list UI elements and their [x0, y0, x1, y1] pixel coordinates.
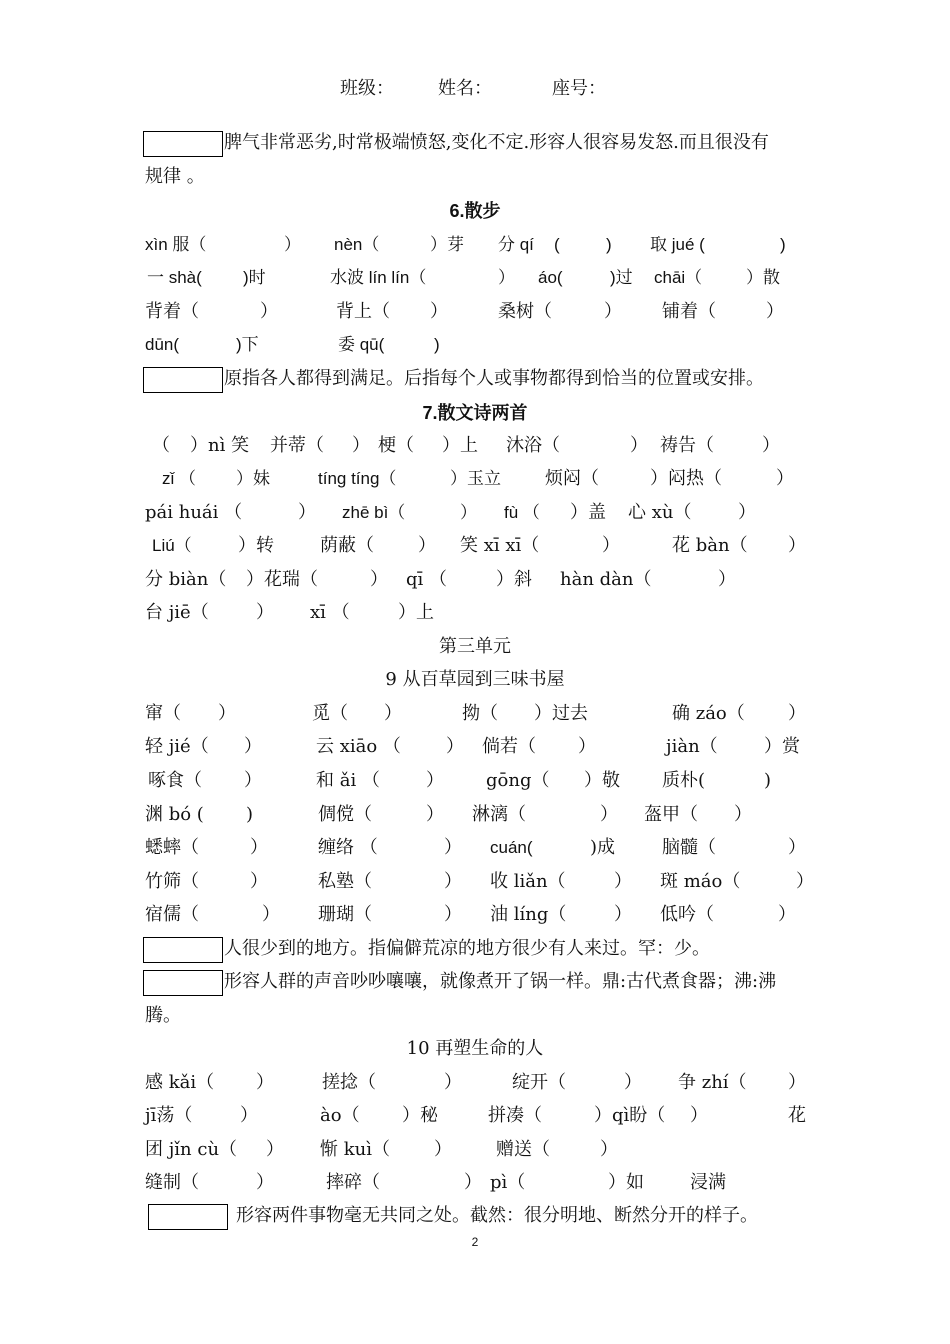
text: 笑 xī xī（ — [460, 535, 540, 556]
text: 铺着（ — [662, 301, 716, 322]
text: ） — [298, 502, 316, 523]
text: ） — [762, 435, 780, 456]
text: ） — [244, 770, 262, 791]
text: zǐ （ — [162, 469, 196, 488]
text: 竹筛（ — [145, 871, 199, 892]
text: ） — [444, 837, 462, 858]
text: ） — [446, 736, 464, 757]
text: 荫蔽（ — [320, 535, 374, 556]
text: ） — [614, 871, 632, 892]
text: ）如 — [608, 1172, 644, 1193]
text: ）过去 — [534, 703, 588, 724]
answer-box[interactable] — [148, 1204, 228, 1230]
text: ） — [464, 1172, 482, 1193]
text: 背着（ — [145, 301, 199, 322]
text: ） — [218, 703, 236, 724]
pinyin-row — [0, 230, 950, 260]
text: 蟋蟀（ — [145, 837, 199, 858]
text: ） — [734, 804, 752, 825]
idiom-definition: 形容两件事物毫无共同之处。截然：很分明地、断然分开的样子。 — [236, 1205, 758, 1226]
text: ）斜 — [496, 569, 532, 590]
idiom-definition-cont: 腾。 — [145, 1005, 181, 1026]
text: ） — [426, 770, 444, 791]
idiom-definition-cont: 规律 。 — [145, 166, 205, 187]
text: ）上 — [398, 602, 434, 623]
text: zhē bì（ — [342, 503, 406, 522]
text: jiàn（ — [666, 736, 718, 757]
idiom-line-1 — [0, 128, 950, 158]
text: ） — [426, 804, 444, 825]
text: 质朴( — [662, 770, 706, 791]
text: pì（ — [490, 1172, 526, 1193]
text: 斑 máo（ — [660, 871, 741, 892]
text: ）盖 — [570, 502, 606, 523]
pinyin-row — [0, 1168, 950, 1198]
pinyin-row — [0, 900, 950, 930]
text: ( — [554, 235, 560, 254]
text: ）芽 — [430, 235, 464, 254]
text: ） — [630, 435, 648, 456]
text: ）玉立 — [450, 469, 501, 488]
text: 淋漓（ — [472, 804, 526, 825]
idiom-line — [0, 967, 950, 997]
text: ） — [788, 837, 806, 858]
text: ） — [240, 1105, 258, 1126]
text: ） — [460, 503, 477, 522]
section-title-6: 6.散步 — [449, 201, 501, 221]
text: ) — [434, 335, 440, 354]
text: 分 qí — [498, 235, 534, 254]
text: 低吟（ — [660, 904, 714, 925]
text: 觅（ — [312, 703, 348, 724]
text: 脑髓（ — [662, 837, 716, 858]
text: 委 qū( — [338, 335, 385, 354]
text: 背上（ — [336, 301, 390, 322]
idiom-line — [0, 364, 950, 394]
text: ）qì盼（ — [594, 1105, 666, 1126]
text: 渊 bó ( — [145, 804, 204, 825]
text: 惭 kuì（ — [320, 1139, 390, 1160]
pinyin-row — [0, 297, 950, 327]
text: )成 — [590, 837, 616, 858]
text: ） — [578, 736, 596, 757]
text: ） — [766, 301, 784, 322]
text: )下 — [236, 335, 259, 354]
unit-title: 第三单元 — [439, 636, 511, 657]
text: 绽开（ — [512, 1072, 566, 1093]
pinyin-row — [0, 498, 950, 528]
text: 烦闷（ — [545, 468, 599, 489]
pinyin-row — [0, 464, 950, 494]
text: ）闷热（ — [650, 468, 722, 489]
text: ） — [614, 904, 632, 925]
text: ） — [600, 804, 618, 825]
text: ) — [764, 770, 772, 791]
idiom-definition: 原指各人都得到满足。后指每个人或事物都得到恰当的位置或安排。 — [224, 368, 764, 389]
answer-box[interactable] — [143, 367, 223, 393]
text: 倜傥（ — [318, 804, 372, 825]
text: ） — [624, 1072, 642, 1093]
name-label: 姓名： — [438, 78, 492, 99]
text: 确 záo（ — [672, 703, 745, 724]
text: 花 bàn（ — [672, 535, 748, 556]
class-label: 班级： — [340, 78, 394, 99]
text: 云 xiāo （ — [316, 736, 401, 757]
text: ） — [600, 1139, 618, 1160]
text: ） — [352, 435, 370, 456]
text: 拼凑（ — [488, 1105, 542, 1126]
text: 团 jǐn cù（ — [145, 1139, 238, 1160]
text: 油 líng（ — [490, 904, 567, 925]
text: 收 liǎn（ — [490, 871, 566, 892]
text: ）nì 笑 — [190, 435, 250, 456]
text: nèn（ — [334, 235, 380, 254]
text: 桑树（ — [498, 301, 552, 322]
text: dūn( — [145, 335, 180, 354]
text: 轻 jié（ — [145, 736, 209, 757]
pinyin-row — [0, 598, 950, 628]
section-title-10: 10 再塑生命的人 — [406, 1038, 544, 1059]
text: ） — [690, 1105, 708, 1126]
text: 花 — [788, 1105, 806, 1126]
text: fù （ — [504, 503, 540, 522]
text: 啄食（ — [148, 770, 202, 791]
text: ）上 — [442, 435, 478, 456]
text: ） — [796, 871, 814, 892]
pinyin-row — [0, 766, 950, 796]
text: ） — [370, 569, 388, 590]
text: 感 kǎi（ — [145, 1072, 215, 1093]
text: ） — [444, 904, 462, 925]
text: 一 shà( — [147, 268, 202, 287]
text: 宿儒（ — [145, 904, 199, 925]
text: chāi（ — [654, 268, 703, 287]
text: 取 jué ( — [650, 235, 705, 254]
text: 盔甲（ — [644, 804, 698, 825]
text: ） — [266, 1139, 284, 1160]
text: )时 — [243, 268, 266, 287]
text: ）转 — [238, 535, 274, 556]
text: ào（ — [320, 1105, 360, 1126]
text: ） — [284, 235, 301, 254]
idiom-definition: 脾气非常恶劣,时常极端愤怒,变化不定.形容人很容易发怒.而且很没有 — [224, 132, 769, 153]
text: ） — [498, 268, 515, 287]
text: 台 jiē（ — [145, 602, 209, 623]
idiom-definition: 人很少到的地方。指偏僻荒凉的地方很少有人来过。罕：少。 — [224, 938, 710, 959]
text: gōng（ — [486, 770, 550, 791]
text: ） — [250, 871, 268, 892]
text: xī （ — [310, 602, 350, 623]
text: jī荡（ — [145, 1105, 193, 1126]
text: ） — [718, 569, 736, 590]
text: ）散 — [746, 268, 780, 287]
text: 心 xù（ — [628, 502, 692, 523]
idiom-definition: 形容人群的声音吵吵嚷嚷，就像煮开了锅一样。鼎:古代煮食器；沸:沸 — [224, 971, 777, 992]
text: 沐浴（ — [506, 435, 560, 456]
text: 争 zhí（ — [678, 1072, 747, 1093]
text: ）赏 — [764, 736, 800, 757]
section-title-7: 7.散文诗两首 — [422, 403, 528, 423]
text: 珊瑚（ — [318, 904, 372, 925]
text: ）敬 — [584, 770, 620, 791]
pinyin-row — [0, 431, 950, 461]
text: tíng tíng（ — [318, 469, 397, 488]
answer-box[interactable] — [143, 131, 223, 157]
text: ） — [788, 1072, 806, 1093]
text: ） — [430, 301, 448, 322]
answer-box[interactable] — [143, 937, 223, 963]
answer-box[interactable] — [143, 970, 223, 996]
text: 浸满 — [690, 1172, 726, 1193]
pinyin-row — [0, 1135, 950, 1165]
text: pái huái （ — [145, 502, 243, 523]
text: qī （ — [406, 569, 448, 590]
text: ） — [250, 837, 268, 858]
text: 摔碎（ — [326, 1172, 380, 1193]
text: 缠络 （ — [318, 837, 378, 858]
pinyin-row — [0, 330, 950, 360]
text: 分 biàn（ — [145, 569, 227, 590]
text: （ — [152, 435, 170, 456]
text: ） — [738, 502, 756, 523]
text: 梗（ — [378, 435, 414, 456]
text: ） — [244, 736, 262, 757]
page-number: 2 — [471, 1235, 479, 1249]
text: 拗（ — [462, 703, 498, 724]
text: ） — [260, 301, 278, 322]
text: ） — [602, 535, 620, 556]
pinyin-row — [0, 1068, 950, 1098]
text: 赠送（ — [496, 1139, 550, 1160]
text: ） — [256, 1072, 274, 1093]
text: ） — [434, 1139, 452, 1160]
text: 水波 lín lín（ — [330, 268, 427, 287]
text: )过 — [610, 268, 633, 287]
text: ） — [604, 301, 622, 322]
text: ） — [418, 535, 436, 556]
text: 祷告（ — [660, 435, 714, 456]
pinyin-row — [0, 867, 950, 897]
section-title-9-text: 9 从百草园到三味书屋 — [385, 669, 565, 690]
header-line — [0, 74, 950, 104]
text: 并蒂（ — [270, 435, 324, 456]
text: áo( — [538, 268, 563, 287]
text: ） — [776, 468, 794, 489]
text: ） — [788, 703, 806, 724]
pinyin-row — [0, 699, 950, 729]
seat-label: 座号： — [552, 78, 606, 99]
pinyin-row — [0, 565, 950, 595]
pinyin-row — [0, 263, 950, 293]
text: Liú（ — [152, 536, 192, 555]
text: hàn dàn（ — [560, 569, 652, 590]
pinyin-row — [0, 800, 950, 830]
text: ）秘 — [402, 1105, 438, 1126]
idiom-line — [0, 934, 950, 964]
idiom-line — [0, 1201, 950, 1231]
text: 倘若（ — [482, 736, 536, 757]
text: ） — [444, 1072, 462, 1093]
text: ) — [606, 235, 612, 254]
text: xìn 服（ — [145, 235, 207, 254]
pinyin-row — [0, 1101, 950, 1131]
text: 私塾（ — [318, 871, 372, 892]
text: ） — [256, 602, 274, 623]
pinyin-row — [0, 531, 950, 561]
text: ) — [780, 235, 786, 254]
text: 缝制（ — [145, 1172, 199, 1193]
text: ) — [246, 804, 254, 825]
text: ） — [256, 1172, 274, 1193]
pinyin-row — [0, 833, 950, 863]
text: 和 ǎi （ — [316, 770, 380, 791]
text: ）花瑞（ — [246, 569, 318, 590]
text: ） — [262, 904, 280, 925]
text: ） — [778, 904, 796, 925]
text: ） — [384, 703, 402, 724]
text: 搓捻（ — [322, 1072, 376, 1093]
text: ）妹 — [236, 469, 270, 488]
text: ） — [444, 871, 462, 892]
text: ） — [788, 535, 806, 556]
pinyin-row — [0, 732, 950, 762]
section-title-9 — [0, 669, 950, 691]
text: cuán( — [490, 838, 533, 857]
text: 窜（ — [145, 703, 181, 724]
